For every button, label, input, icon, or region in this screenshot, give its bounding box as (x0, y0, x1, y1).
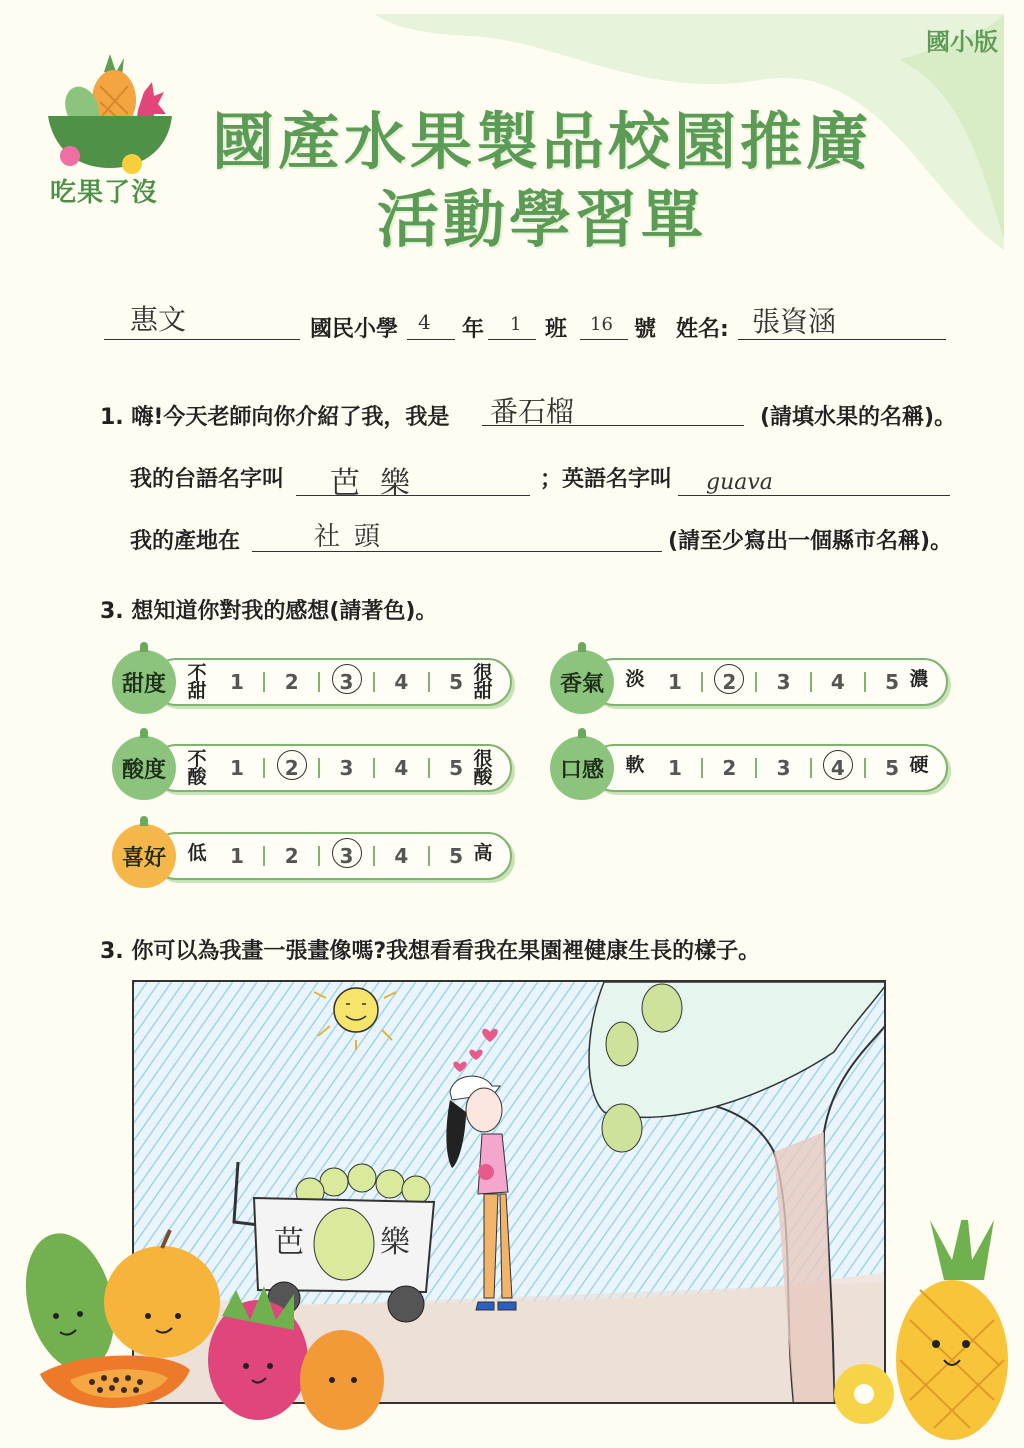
rating-scale-number[interactable]: 1 (230, 670, 244, 694)
rating-low-label: 低 (187, 842, 207, 864)
rating-scale-number[interactable]: 1 (230, 844, 244, 868)
school-name-value: 惠文 (130, 303, 187, 336)
rating-scale-number[interactable]: 5 (885, 670, 900, 694)
rating-separator (428, 758, 430, 778)
rating-label: 口感 (550, 736, 614, 800)
logo-text: 吃果了沒 (50, 178, 159, 208)
rating-selected-circle (277, 750, 307, 780)
rating-row (550, 742, 948, 794)
rating-separator (810, 672, 812, 692)
rating-separator (864, 758, 866, 778)
rating-label: 酸度 (112, 736, 176, 800)
rating-scale-number[interactable]: 5 (449, 844, 463, 868)
fruit-name-value: 番石榴 (490, 395, 575, 428)
edition-label: 國小版 (926, 28, 998, 56)
rating-separator (755, 672, 757, 692)
rating-scale-number[interactable]: 4 (830, 756, 845, 780)
rating-separator (373, 846, 375, 866)
rating-separator (428, 846, 430, 866)
grade-value: 4 (418, 310, 431, 334)
title-line-1: 國產水果製品校園推廣 (211, 105, 872, 178)
rating-high-label: 高 (473, 842, 493, 864)
taiwanese-name-label: 我的台語名字叫 (130, 467, 285, 492)
rating-row (112, 830, 512, 882)
rating-scale-number[interactable]: 5 (449, 756, 463, 780)
rating-row (550, 656, 948, 708)
pineapple-icon (834, 1220, 1008, 1440)
rating-separator (373, 672, 375, 692)
rating-row (112, 656, 512, 708)
q1-suffix: (請填水果的名稱)。 (760, 405, 957, 430)
q1-prefix: 1. 嗨!今天老師向你介紹了我，我是 (100, 405, 450, 430)
rating-scale-number[interactable]: 4 (394, 844, 409, 868)
rating-scale-number[interactable]: 4 (394, 756, 409, 780)
rating-label: 甜度 (112, 650, 176, 714)
rating-scale-number[interactable]: 3 (776, 670, 791, 694)
english-name-label: ；英語名字叫 (540, 467, 673, 492)
rating-scale-number[interactable]: 2 (722, 756, 737, 780)
class-label: 班 (545, 317, 568, 342)
rating-separator (701, 672, 703, 692)
rating-separator (263, 758, 265, 778)
grade-label: 年 (462, 317, 485, 342)
rating-label: 喜好 (112, 824, 176, 888)
rating-high-label: 很 甜 (473, 662, 493, 702)
rating-scale-number[interactable]: 1 (668, 756, 682, 780)
rating-scale-number[interactable]: 3 (339, 844, 354, 868)
rating-low-label: 淡 (625, 668, 645, 690)
cart-text-left: 芭 (274, 1225, 304, 1260)
rating-separator (318, 758, 320, 778)
rating-high-label: 濃 (909, 668, 929, 690)
grade-line (407, 310, 455, 340)
decorative-fruits (0, 1220, 1024, 1448)
rating-low-label: 不 甜 (187, 662, 207, 702)
rating-scale-number[interactable]: 2 (284, 756, 299, 780)
rating-scale-number[interactable]: 4 (394, 670, 409, 694)
rating-high-label: 硬 (909, 754, 929, 776)
rating-label: 香氣 (550, 650, 614, 714)
rating-scale-number[interactable]: 1 (230, 756, 244, 780)
rating-separator (373, 758, 375, 778)
rating-separator (263, 846, 265, 866)
q2-title: 3. 想知道你對我的感想(請著色)。 (100, 599, 438, 624)
cart-text-right: 樂 (380, 1225, 410, 1260)
rating-scale-number[interactable]: 1 (668, 670, 682, 694)
rating-row (112, 742, 512, 794)
class-value: 1 (510, 314, 522, 335)
taiwanese-name-value: 芭樂 (330, 466, 430, 501)
rating-scale-number[interactable]: 5 (885, 756, 900, 780)
rating-scale-number[interactable]: 3 (339, 670, 354, 694)
rating-separator (428, 672, 430, 692)
english-name-value: guava (706, 470, 773, 495)
rating-scale-number[interactable]: 4 (830, 670, 845, 694)
rating-separator (810, 758, 812, 778)
rating-separator (864, 672, 866, 692)
title-line-2: 活動學習單 (376, 183, 707, 256)
origin-label: 我的產地在 (130, 529, 241, 554)
rating-separator (318, 672, 320, 692)
name-label: 姓名: (676, 317, 729, 342)
rating-selected-circle (332, 664, 362, 694)
rating-separator (755, 758, 757, 778)
rating-separator (701, 758, 703, 778)
rating-separator (318, 846, 320, 866)
rating-scale-number[interactable]: 3 (339, 756, 354, 780)
rating-scale-number[interactable]: 2 (722, 670, 737, 694)
rating-selected-circle (332, 838, 362, 868)
school-suffix-label: 國民小學 (310, 317, 399, 342)
rating-selected-circle (823, 750, 853, 780)
mango-icon (300, 1330, 384, 1430)
rating-high-label: 很 酸 (473, 748, 493, 788)
rating-low-label: 軟 (625, 754, 645, 776)
q3-title: 3. 你可以為我畫一張畫像嗎?我想看看我在果園裡健康生長的樣子。 (100, 939, 761, 964)
number-label: 號 (634, 317, 657, 342)
origin-value: 社頭 (314, 522, 395, 552)
origin-suffix: (請至少寫出一個縣市名稱)。 (668, 529, 953, 554)
orange-icon (104, 1230, 220, 1358)
rating-separator (263, 672, 265, 692)
rating-scale-number[interactable]: 2 (284, 844, 299, 868)
rating-scale-number[interactable]: 2 (284, 670, 299, 694)
rating-scale-number[interactable]: 5 (449, 670, 463, 694)
rating-scale-number[interactable]: 3 (776, 756, 791, 780)
rating-low-label: 不 酸 (187, 748, 207, 788)
number-value: 16 (590, 314, 613, 335)
name-value: 張資涵 (752, 305, 837, 338)
dragon-fruit-icon (208, 1286, 308, 1420)
